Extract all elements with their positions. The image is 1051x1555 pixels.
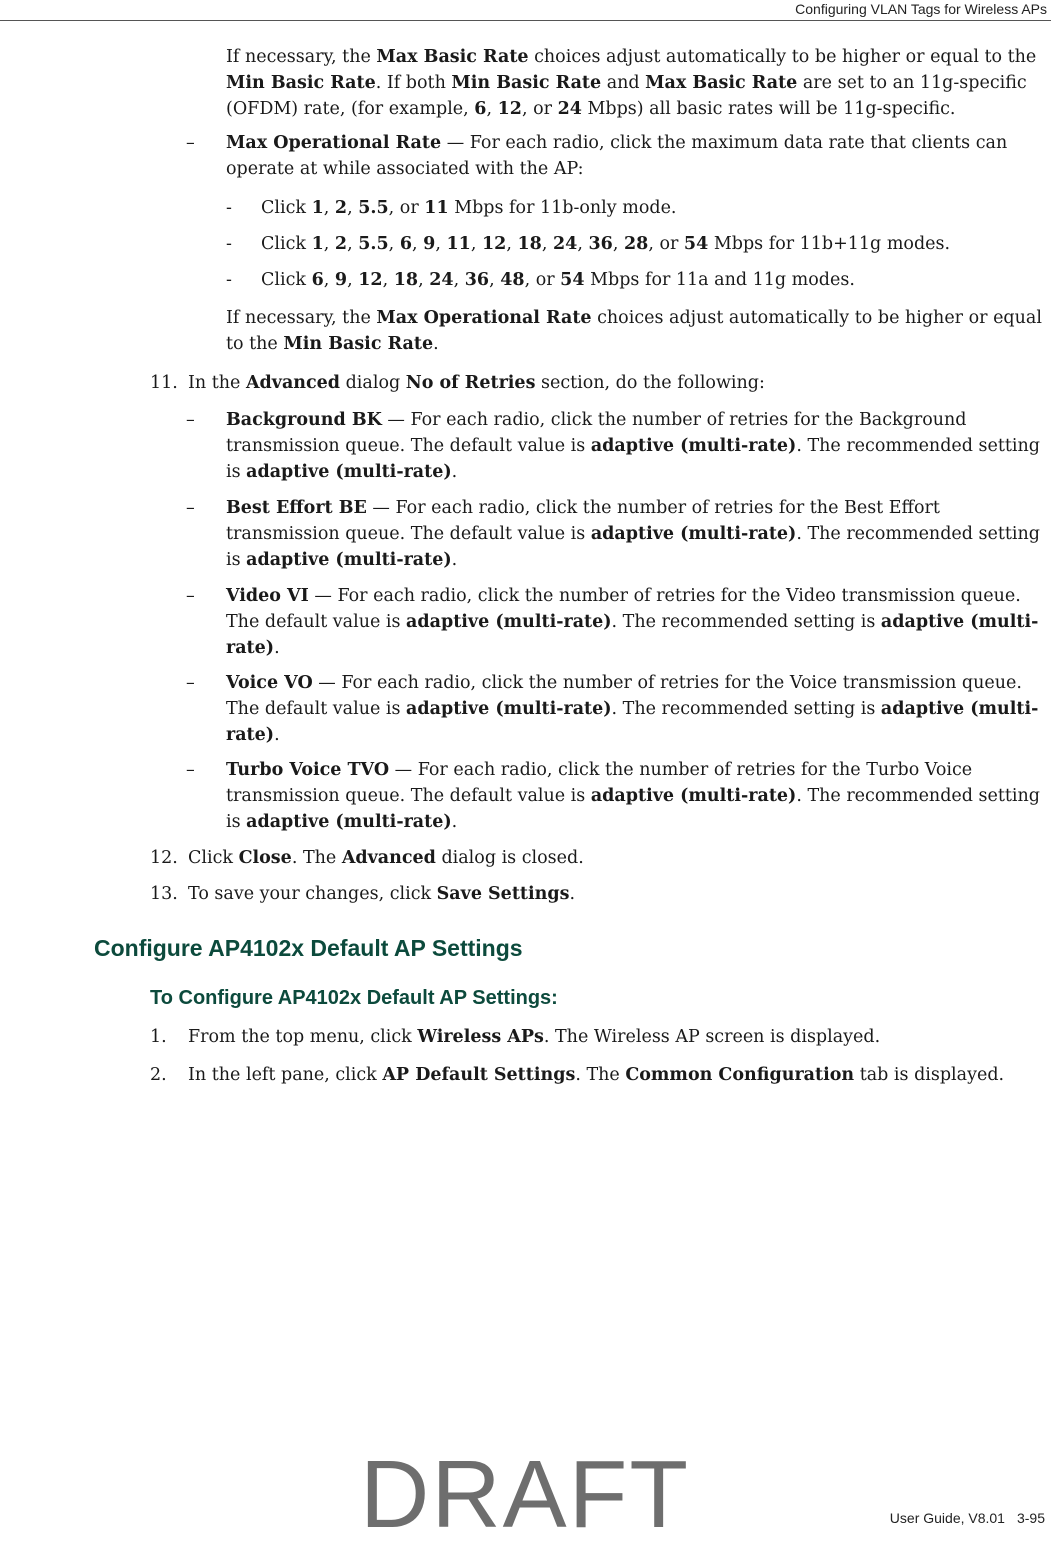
retry-item-video: Video VI — For each radio, click the number of retries for the Video transmission queue. The default value is adaptive (multi-rate). The recommended setting is adaptive (multi- rate).: [226, 586, 1039, 658]
procedure-step-2: In the left pane, click AP Default Settings. The Common Configuration tab is displayed.: [188, 1065, 1005, 1085]
rate-sub-item-11bg: Click 1, 2, 5.5, 6, 9, 11, 12, 18, 24, 36, 28, or 54 Mbps for 11b+11g modes.: [261, 234, 951, 254]
step-number: 12.: [150, 848, 178, 868]
draft-watermark: DRAFT: [360, 1441, 690, 1548]
page-footer: [878, 1510, 1045, 1526]
retry-item-voice: Voice VO — For each radio, click the number of retries for the Voice transmission queue. The default value is adaptive (multi-rate). The recommended setting is adaptive (multi- rate).: [226, 673, 1039, 745]
page-number: 3-95: [1016, 1510, 1045, 1526]
intro-paragraph: If necessary, the Max Basic Rate choices adjust automatically to be higher or equal to the Min Basic Rate. If both Min Basic Rate and Max Basic Rate are set to an 11g-specific (OFDM) rate, (for example, 6, 12, or 24 Mbps) all basic rates will be 11g-specific.: [226, 47, 1037, 119]
procedure-heading: To Configure AP4102x Default AP Settings:: [150, 987, 558, 1009]
rate-sub-dash: -: [226, 198, 232, 218]
retry-item-dash: –: [186, 410, 195, 430]
step-number: 2.: [150, 1065, 167, 1085]
retry-item-background: Background BK — For each radio, click the number of retries for the Background transmission queue. The default value is adaptive (multi-rate). The recommended setting is adaptive (multi-rate).: [226, 410, 1040, 482]
retry-item-best-effort: Best Effort BE — For each radio, click the number of retries for the Best Effort transmission queue. The default value is adaptive (multi-rate). The recommended setting is adaptive (multi-rate).: [226, 498, 1040, 570]
step-number: 13.: [150, 884, 178, 904]
page-header: [0, 0, 1051, 21]
rate-sub-item-11b: Click 1, 2, 5.5, or 11 Mbps for 11b-only mode.: [261, 198, 677, 218]
section-heading: Configure AP4102x Default AP Settings: [94, 935, 523, 961]
header-title: Configuring VLAN Tags for Wireless APs: [795, 1, 1047, 17]
max-op-item: Max Operational Rate — For each radio, click the maximum data rate that clients can operate at while associated with the AP:: [226, 133, 1008, 179]
retry-item-turbo-voice: Turbo Voice TVO — For each radio, click the number of retries for the Turbo Voice transmission queue. The default value is adaptive (multi-rate). The recommended setting is adaptive (multi-rate).: [226, 760, 1040, 832]
step-number: 1.: [150, 1027, 167, 1047]
retry-item-dash: –: [186, 760, 195, 780]
procedure-step-1: From the top menu, click Wireless APs. The Wireless AP screen is displayed.: [188, 1027, 881, 1047]
max-op-note: If necessary, the Max Operational Rate choices adjust automatically to be higher or equal to the Min Basic Rate.: [226, 308, 1042, 354]
rate-sub-dash: -: [226, 270, 232, 290]
rate-sub-dash: -: [226, 234, 232, 254]
max-op-dash: –: [186, 133, 195, 153]
step-12: Click Close. The Advanced dialog is closed.: [188, 848, 584, 868]
step-11: In the Advanced dialog No of Retries section, do the following:: [188, 373, 765, 393]
guide-version: User Guide, V8.01: [889, 1510, 1005, 1526]
step-number: 11.: [150, 373, 178, 393]
step-13: To save your changes, click Save Settings.: [188, 884, 576, 904]
retry-item-dash: –: [186, 673, 195, 693]
retry-item-dash: –: [186, 498, 195, 518]
retry-item-dash: –: [186, 586, 195, 606]
rate-sub-item-11ag: Click 6, 9, 12, 18, 24, 36, 48, or 54 Mbps for 11a and 11g modes.: [261, 270, 855, 290]
